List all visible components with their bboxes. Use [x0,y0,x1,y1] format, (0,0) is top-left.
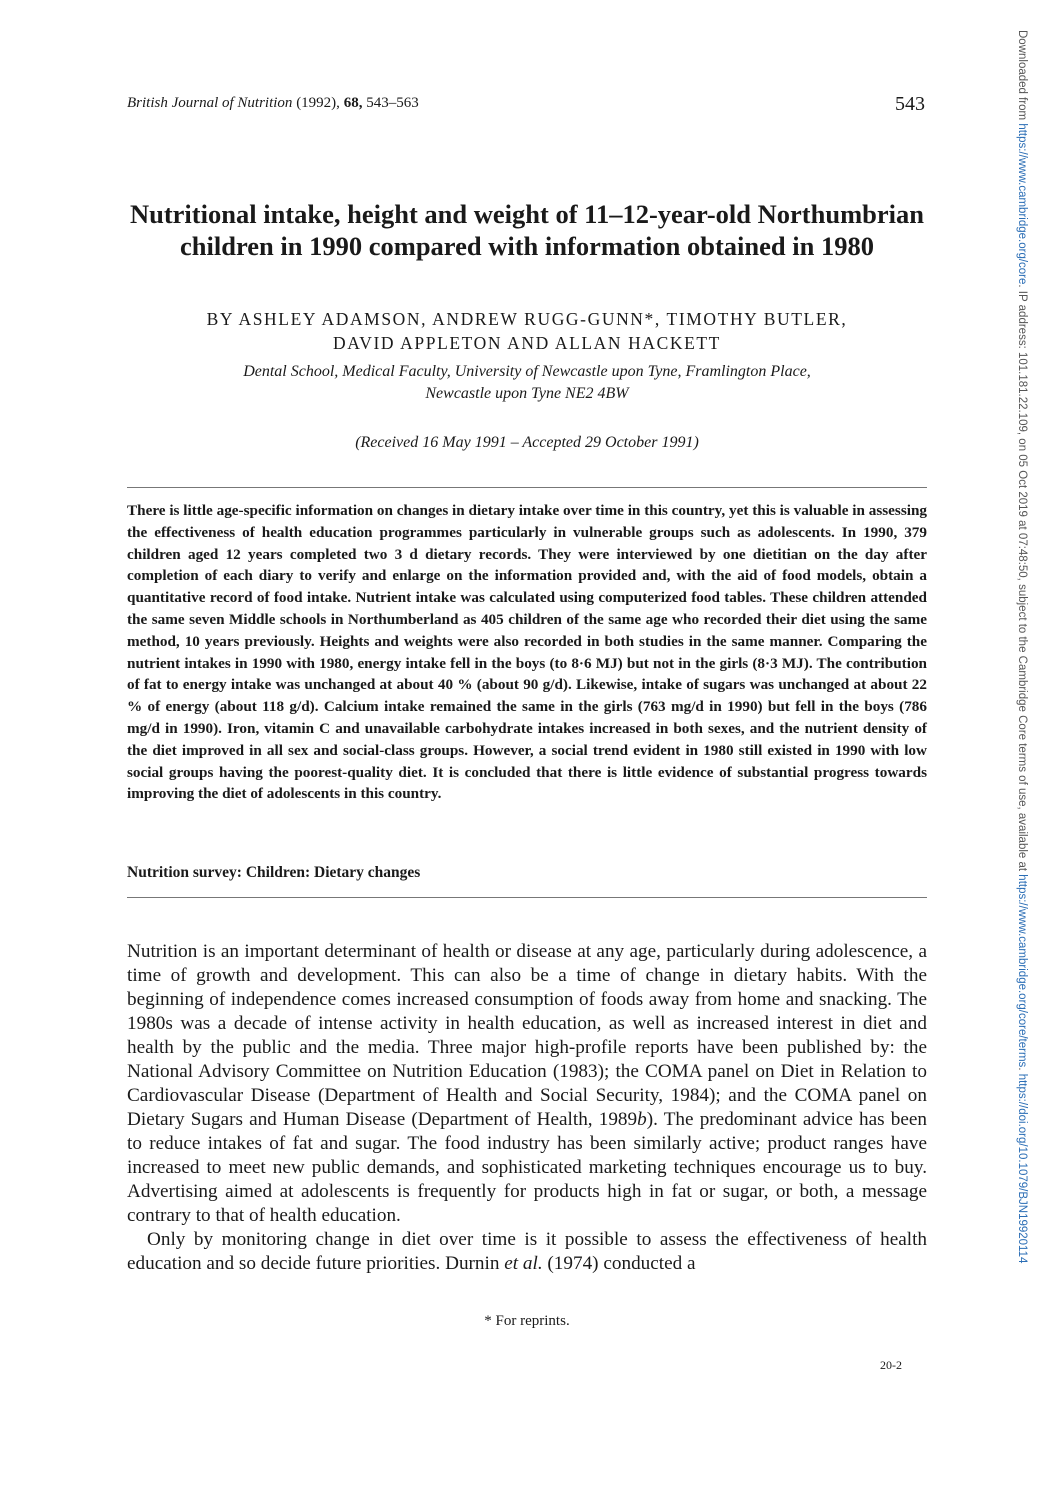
et-al: et al. [504,1253,543,1274]
side-note-downloaded: Downloaded from [1016,30,1028,121]
body-text [127,940,927,1276]
affiliation-line-1: Dental School, Medical Faculty, University of Newcastle upon Tyne, Framlington Place, [243,363,811,380]
footnote: * For reprints. [484,1313,570,1329]
body-paragraph-2-text: Only by monitoring change in diet over time is it possible to assess the effectiveness of health education and so decide future priorities. Durnin [127,1229,927,1274]
abstract: There is little age-specific information on changes in dietary intake over time in this country, yet this is valuable in assessing the effectiveness of health education programmes particularly in vulnerable groups such as adolescents. In 1990, 379 children aged 12 years completed two 3 d dietary records. They were interviewed by one dietitian on the day after completion of each diary to verify and enlarge on the information provided and, with the aid of food models, obtain a quantitative record of food intake. Nutrient intake was calculated using computerized food tables. These children attended the same seven Middle schools in Northumberland as 405 children of the same age who recorded their diet using the same method, 10 years previously. Heights and weights were also recorded in both studies in the same manner. Comparing the nutrient intakes in 1990 with 1980, energy intake fell in the boys (to 8·6 MJ) but not in the girls (8·3 MJ). The contribution of fat to energy intake was unchanged at about 40 % (about 90 g/d). Likewise, intake of sugars was unchanged at about 22 % of energy (about 118 g/d). Calcium intake remained the same in the girls (763 mg/d in 1990) but fell in the boys (786 mg/d in 1990). Iron, vitamin C and unavailable carbohydrate intakes increased in both sexes, and the nutrient density of the diet improved in all sex and social-class groups. However, a social trend evident in 1980 still existed in 1990 with low social groups having the poorest-quality diet. It is concluded that there is little evidence of substantial progress towards improving the diet of adolescents in this country. [127,502,927,803]
body-paragraph-1 [127,940,927,1228]
page-number: 543 [895,93,925,115]
affiliation [127,361,927,405]
journal-pages: 543–563 [366,95,419,111]
authors-line-1: BY ASHLEY ADAMSON, ANDREW RUGG-GUNN*, TIMOTHY BUTLER, [206,309,848,329]
side-note-separator: . [1016,1067,1028,1071]
body-paragraph-2-end: (1974) conducted a [547,1253,696,1274]
abstract-top-rule [127,487,927,488]
abstract-bottom-rule [127,897,927,898]
body-paragraph-1-end: ). The predominant advice has been to reduce intakes of fat and sugar. The food industry has been similarly active; product ranges have increased to meet new public demands, and sophisticated marketing techniques encourage us to buy. Advertising aimed at adolescents is frequently for products high in fat or sugar, or both, a message contrary to that of health education. [127,1109,928,1226]
keywords: Nutrition survey: Children: Dietary changes [127,864,421,881]
article-title: Nutritional intake, height and weight of 11–12-year-old Northumbrian children in 1990 compared with information obtained in 1980 [129,199,925,261]
authors-line-2: DAVID APPLETON AND ALLAN HACKETT [333,333,721,353]
folio: 20-2 [880,1358,902,1372]
journal-volume: 68, [343,95,363,111]
affiliation-line-2: Newcastle upon Tyne NE2 4BW [425,385,629,402]
terms-link[interactable]: https://www.cambridge.org/core/terms [1016,874,1028,1068]
journal-title: British Journal of Nutrition [127,95,293,111]
side-note-ip: . IP address: 101.181.22.109, on 05 Oct 2019 at 07:48:50, subject to the Cambridge Core terms of use, available at [1016,284,1028,872]
citation-suffix: b [637,1109,647,1130]
author-list [127,307,927,355]
core-link[interactable]: https://www.cambridge.org/core [1016,123,1028,285]
download-side-note [1016,30,1028,1263]
doi-link[interactable]: https://doi.org/10.1079/BJN19920114 [1016,1073,1028,1264]
body-paragraph-1-text: Nutrition is an important determinant of health or disease at any age, particularly during adolescence, a time of growth and development. This can also be a time of change in dietary habits. With the beginning of independence comes increased consumption of foods away from home and snacking. The 1980s was a decade of intense activity in health education, as well as increased interest in diet and health by the public and the media. Three major high-profile reports have been published by: the National Advisory Committee on Nutrition Education (1983); the COMA panel on Diet in Relation to Cardiovascular Disease (Department of Health and Social Security, 1984); and the COMA panel on Dietary Sugars and Human Disease (Department of Health, 1989 [127,941,927,1130]
running-head [127,95,419,112]
body-paragraph-2 [127,1228,927,1276]
journal-year: (1992), [296,95,340,111]
received-dates: (Received 16 May 1991 – Accepted 29 October 1991) [355,434,699,451]
